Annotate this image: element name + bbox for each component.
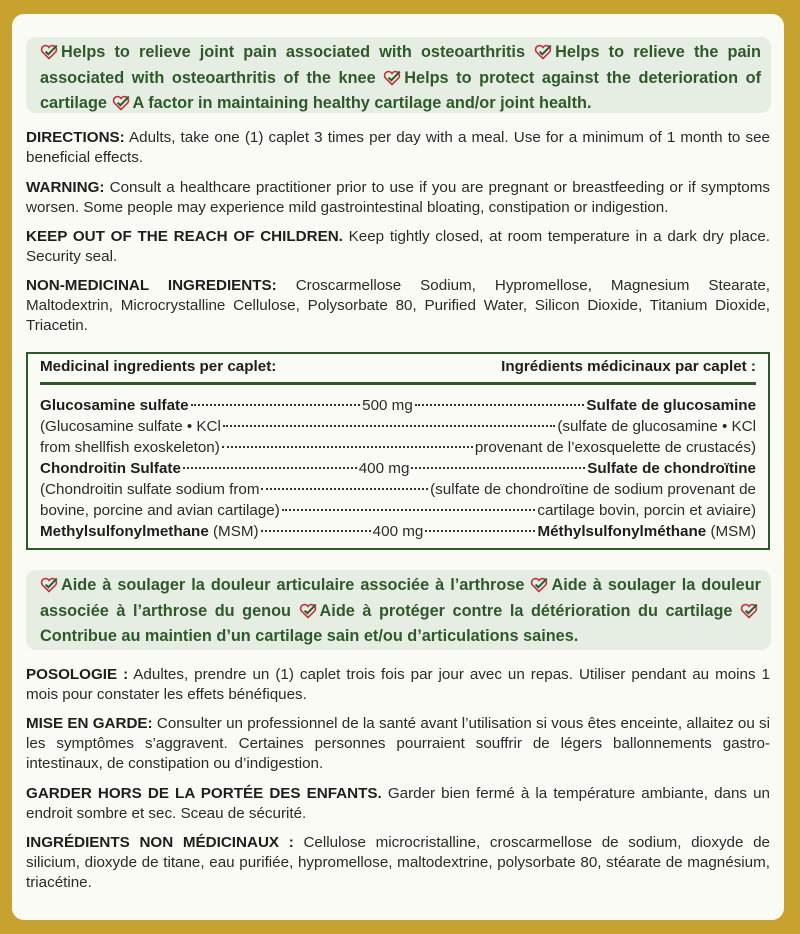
- ingredient-fr-name: (sulfate de chondroïtine de sodium provenant de: [430, 481, 756, 498]
- heart-check-icon: [740, 603, 758, 626]
- ingredient-fr: [537, 522, 756, 542]
- mise-en-garde-label: MISE EN GARDE:: [26, 715, 153, 732]
- claim-text: Aide à soulager la douleur associée à l’arthrose du genou: [40, 576, 761, 620]
- table-header-en: Medicinal ingredients per caplet:: [40, 358, 277, 375]
- ingredient-amount: 500 mg: [362, 397, 413, 414]
- ingredient-en: [40, 480, 259, 500]
- ingredient-en-name: Glucosamine sulfate: [40, 397, 189, 414]
- ingredient-fr: [557, 417, 756, 437]
- ingredient-en-name: Chondroitin Sulfate: [40, 460, 181, 477]
- ingredient-en: [40, 396, 189, 416]
- heart-check-icon: [40, 44, 58, 67]
- ingredient-en-name: from shellfish exoskeleton): [40, 439, 220, 456]
- non-medicinaux-paragraph: [26, 833, 770, 893]
- ingredient-fr-name: cartilage bovin, porcin et aviaire): [537, 502, 756, 519]
- non-medicinaux-text: Cellulose microcristalline, croscarmellose de sodium, dioxyde de silicium, dioxyde de titane, eau purifiée, hypromellose, maltodextrine, polysorbate 80, stéarate de magnésium, triacétine.: [26, 834, 771, 891]
- directions-text: Adults, take one (1) caplet 3 times per day with a meal. Use for a minimum of 1 month to see beneficial effects.: [26, 129, 770, 166]
- ingredient-en: [40, 501, 280, 521]
- posologie-label: POSOLOGIE :: [26, 666, 129, 683]
- medicinal-ingredients-table: [26, 352, 770, 550]
- ingredient-fr-suffix: (MSM): [706, 523, 757, 540]
- heart-check-icon: [534, 44, 552, 67]
- claim-text: A factor in maintaining healthy cartilage and/or joint health.: [132, 94, 592, 112]
- ingredient-fr-name: (sulfate de glucosamine • KCl: [557, 418, 756, 435]
- dot-leader: [261, 488, 428, 490]
- ingredient-en: [40, 522, 259, 542]
- posologie-text: Adultes, prendre un (1) caplet trois fois par jour avec un repas. Utiliser pendant au moins 1 mois pour constater les effets bénéfiques.: [26, 666, 770, 703]
- dot-leader: [222, 446, 473, 448]
- ingredient-fr-name: Sulfate de chondroïtine: [587, 460, 756, 477]
- claim-text: Helps to protect against the deterioration of cartilage: [40, 68, 762, 112]
- ingredient-en: [40, 459, 181, 479]
- table-header-rule: [40, 382, 756, 385]
- ingredient-en-name: (Glucosamine sulfate • KCl: [40, 418, 221, 435]
- ingredient-fr: [537, 501, 756, 521]
- claims-box-en: [26, 37, 771, 113]
- table-row: [40, 459, 756, 479]
- non-medicinal-text: Croscarmellose Sodium, Hypromellose, Magnesium Stearate, Maltodextrin, Microcrystalline Cellulose, Polysorbate 80, Purified Water, Silicon Dioxide, Titanium Dioxide, Triacetin.: [26, 277, 770, 334]
- ingredient-en-name: (Chondroitin sulfate sodium from: [40, 481, 260, 498]
- ingredient-fr: [430, 480, 756, 500]
- claim-text: Aide à soulager la douleur articulaire associée à l’arthrose: [61, 576, 525, 594]
- warning-label: WARNING:: [26, 179, 105, 196]
- claim-text: Helps to relieve the pain associated with osteoarthritis of the knee: [40, 43, 761, 87]
- dot-leader: [415, 404, 585, 406]
- dot-leader: [261, 530, 371, 532]
- warning-paragraph: [26, 178, 770, 218]
- keep-out-paragraph: [26, 227, 770, 267]
- keep-out-text: Keep tightly closed, at room temperature in a dark dry place. Security seal.: [26, 228, 770, 265]
- dot-leader: [425, 530, 535, 532]
- claims-box-fr: [26, 570, 771, 650]
- garder-text: Garder bien fermé à la température ambiante, dans un endroit sombre et sec. Sceau de sécurité.: [26, 785, 770, 822]
- non-medicinal-paragraph: [26, 276, 770, 336]
- table-row: [40, 417, 756, 437]
- dot-leader: [282, 509, 536, 511]
- ingredient-en-name: Methylsulfonylmethane: [40, 523, 209, 540]
- ingredient-fr-name: provenant de l’exosquelette de crustacés): [474, 439, 756, 456]
- ingredient-fr: [586, 396, 756, 416]
- dot-leader: [191, 404, 361, 406]
- non-medicinaux-label: INGRÉDIENTS NON MÉDICINAUX :: [26, 834, 294, 851]
- heart-check-icon: [40, 577, 58, 600]
- heart-check-icon: [112, 95, 130, 118]
- table-row: [40, 522, 756, 542]
- ingredient-fr: [587, 459, 756, 479]
- table-row: [40, 438, 756, 458]
- table-row: [40, 480, 756, 500]
- claim-text: Helps to relieve joint pain associated with osteoarthritis: [61, 43, 525, 61]
- mise-en-garde-text: Consulter un professionnel de la santé avant l’utilisation si vous êtes enceinte, allaitez ou si les symptômes s’aggravent. Certaines personnes pourraient souffrir de légers ballonnements gastro-intestinaux, de constipation ou d’indigestion.: [26, 715, 770, 772]
- table-row: [40, 501, 756, 521]
- table-header: [40, 358, 756, 380]
- garder-label: GARDER HORS DE LA PORTÉE DES ENFANTS.: [26, 785, 382, 802]
- garder-paragraph: [26, 784, 770, 824]
- claim-text: Aide à protéger contre la détérioration du cartilage: [319, 601, 733, 620]
- dot-leader: [223, 425, 555, 427]
- ingredient-fr-name: Sulfate de glucosamine: [586, 397, 757, 414]
- ingredient-en: [40, 438, 220, 458]
- heart-check-icon: [383, 70, 401, 93]
- ingredient-fr: [475, 438, 756, 458]
- keep-out-label: KEEP OUT OF THE REACH OF CHILDREN.: [26, 228, 343, 245]
- ingredient-fr-name: Méthylsulfonylméthane: [537, 523, 707, 540]
- dot-leader: [183, 467, 357, 469]
- directions-label: DIRECTIONS:: [26, 129, 125, 146]
- posologie-paragraph: [26, 665, 770, 705]
- non-medicinal-label: NON-MEDICINAL INGREDIENTS:: [26, 277, 277, 294]
- dot-leader: [411, 467, 585, 469]
- table-row: [40, 396, 756, 416]
- mise-en-garde-paragraph: [26, 714, 770, 774]
- heart-check-icon: [530, 577, 548, 600]
- ingredient-en: [40, 417, 221, 437]
- heart-check-icon: [299, 603, 317, 626]
- warning-text: Consult a healthcare practitioner prior to use if you are pregnant or breastfeeding or if symptoms worsen. Some people may experience mild gastrointestinal bloating, constipation or indigestion.: [26, 179, 770, 216]
- ingredient-amount: 400 mg: [358, 460, 410, 477]
- table-header-fr: Ingrédients médicinaux par caplet :: [501, 358, 756, 375]
- ingredient-en-suffix: (MSM): [208, 523, 259, 540]
- ingredient-amount: 400 mg: [372, 523, 424, 540]
- directions-paragraph: [26, 128, 770, 168]
- ingredient-en-name: bovine, porcine and avian cartilage): [40, 502, 280, 519]
- claim-text: Contribue au maintien d’un cartilage sain et/ou d’articulations saines.: [40, 627, 579, 645]
